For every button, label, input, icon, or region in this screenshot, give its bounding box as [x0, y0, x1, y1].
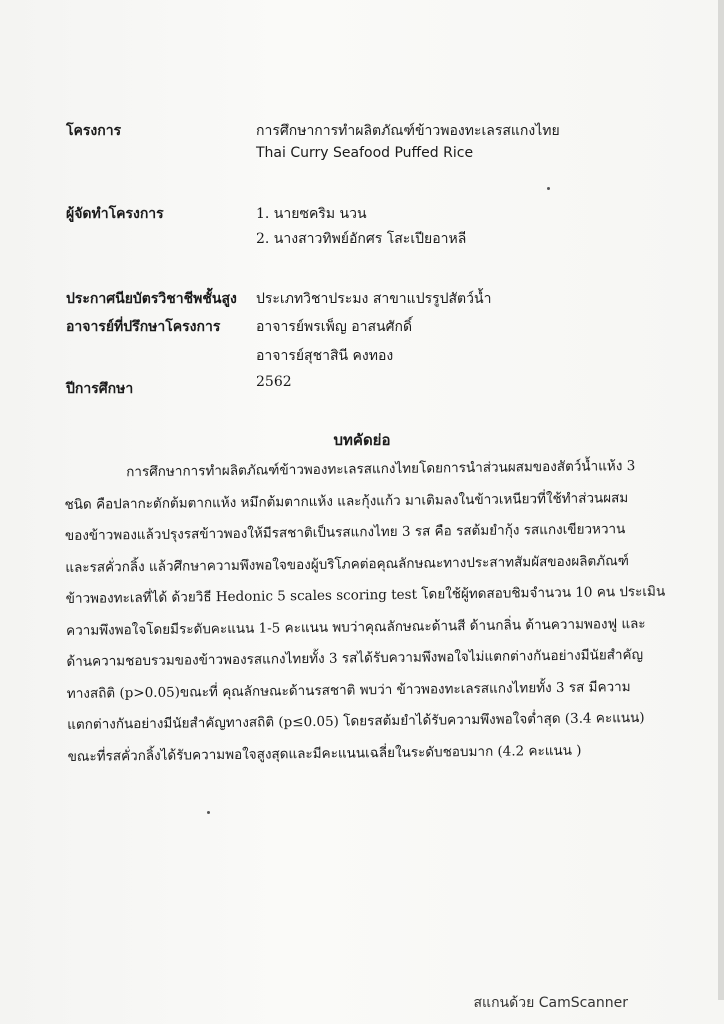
certificate-value: [256, 288, 491, 313]
organizers-label: ผู้จัดทำโครงการ: [66, 206, 164, 222]
academic-year-label: ปีการศึกษา: [66, 381, 134, 397]
advisor-name-1: อาจารย์พรเพ็ญ อาสนศักดิ์: [256, 319, 413, 335]
page-edge-shadow: [718, 0, 724, 1000]
advisors-label: อาจารย์ที่ปรึกษาโครงการ: [66, 319, 221, 335]
abstract-line: ของข้าวพองแล้วปรุงรสข้าวพองให้มีรสชาติเป็นรสแกงไทย 3 รส คือ รสต้มยำกุ้ง รสแกงเขียวหวาน: [64, 521, 626, 544]
project-label: โครงการ: [66, 123, 122, 139]
certificate-label: ประกาศนียบัตรวิชาชีพชั้นสูง: [66, 291, 237, 307]
abstract-line: ข้าวพองทะเลที่ได้ ด้วยวิธี Hedonic 5 scales scoring test โดยใช้ผู้ทดสอบชิมจำนวน 10 คน ประเมิน: [65, 583, 666, 607]
project-title-th: การศึกษาการทำผลิตภัณฑ์ข้าวพองทะเลรสแกงไทย: [256, 123, 560, 139]
abstract-line: ทางสถิติ (p>0.05)ขณะที่ คุณลักษณะด้านรสชาติ พบว่า ข้าวพองทะเลรสแกงไทยทั้ง 3 รส มีความ: [66, 678, 631, 702]
organizers-value: [256, 203, 466, 253]
scan-speck: [207, 811, 210, 814]
certificate-text: ประเภทวิชาประมง สาขาแปรรูปสัตว์น้ำ: [256, 291, 492, 307]
advisor-name-2: อาจารย์สุชาสินี คงทอง: [256, 348, 394, 364]
abstract-line: ขณะที่รสคั่วกลิ้งได้รับความพอใจสูงสุดและมีคะแนนเฉลี่ยในระดับชอบมาก (4.2 คะแนน ): [67, 742, 582, 765]
camscanner-footer: สแกนด้วย CamScanner: [473, 995, 628, 1011]
organizer-name-1: 1. นายซคริม นวน: [256, 206, 367, 222]
abstract-line: แตกต่างกันอย่างมีนัยสำคัญทางสถิติ (p≤0.05) โดยรสต้มยำได้รับความพึงพอใจต่ำสุด (3.4 คะแนน): [67, 709, 645, 733]
abstract-line: ด้านความชอบรวมของข้าวพองรสแกงไทยทั้ง 3 รสได้รับความพึงพอใจไม่แตกต่างกันอย่างมีนัยสำคัญ: [66, 646, 644, 670]
organizer-name-2: 2. นางสาวทิพย์อักศร โสะเปียอาหลี: [256, 231, 467, 247]
abstract-body: [64, 450, 688, 773]
abstract-title: บทคัดย่อ: [333, 431, 391, 449]
project-title-en: Thai Curry Seafood Puffed Rice: [256, 145, 474, 161]
scan-speck: [547, 187, 550, 190]
abstract-line: การศึกษาการทำผลิตภัณฑ์ข้าวพองทะเลรสแกงไทยโดยการนำส่วนผสมของสัตว์น้ำแห้ง 3: [126, 458, 636, 481]
academic-year-value: 2562: [256, 374, 292, 390]
abstract-line: ชนิด คือปลากะตักต้มตากแห้ง หมึกต้มตากแห้ง และกุ้งแก้ว มาเติมลงในข้าวเหนียวที่ใช้ทำส่วนผสม: [64, 489, 629, 513]
advisors-value: [256, 316, 412, 370]
abstract-line: และรสคั่วกลิ้ง แล้วศึกษาความพึงพอใจของผู้บริโภคต่อคุณลักษณะทางประสาทสัมผัสของผลิตภัณฑ์: [65, 552, 629, 576]
project-value: [256, 120, 560, 170]
abstract-line: ความพึงพอใจโดยมีระดับคะแนน 1-5 คะแนน พบว่าคุณลักษณะด้านสี ด้านกลิ่น ด้านความพองฟู และ: [66, 615, 646, 639]
